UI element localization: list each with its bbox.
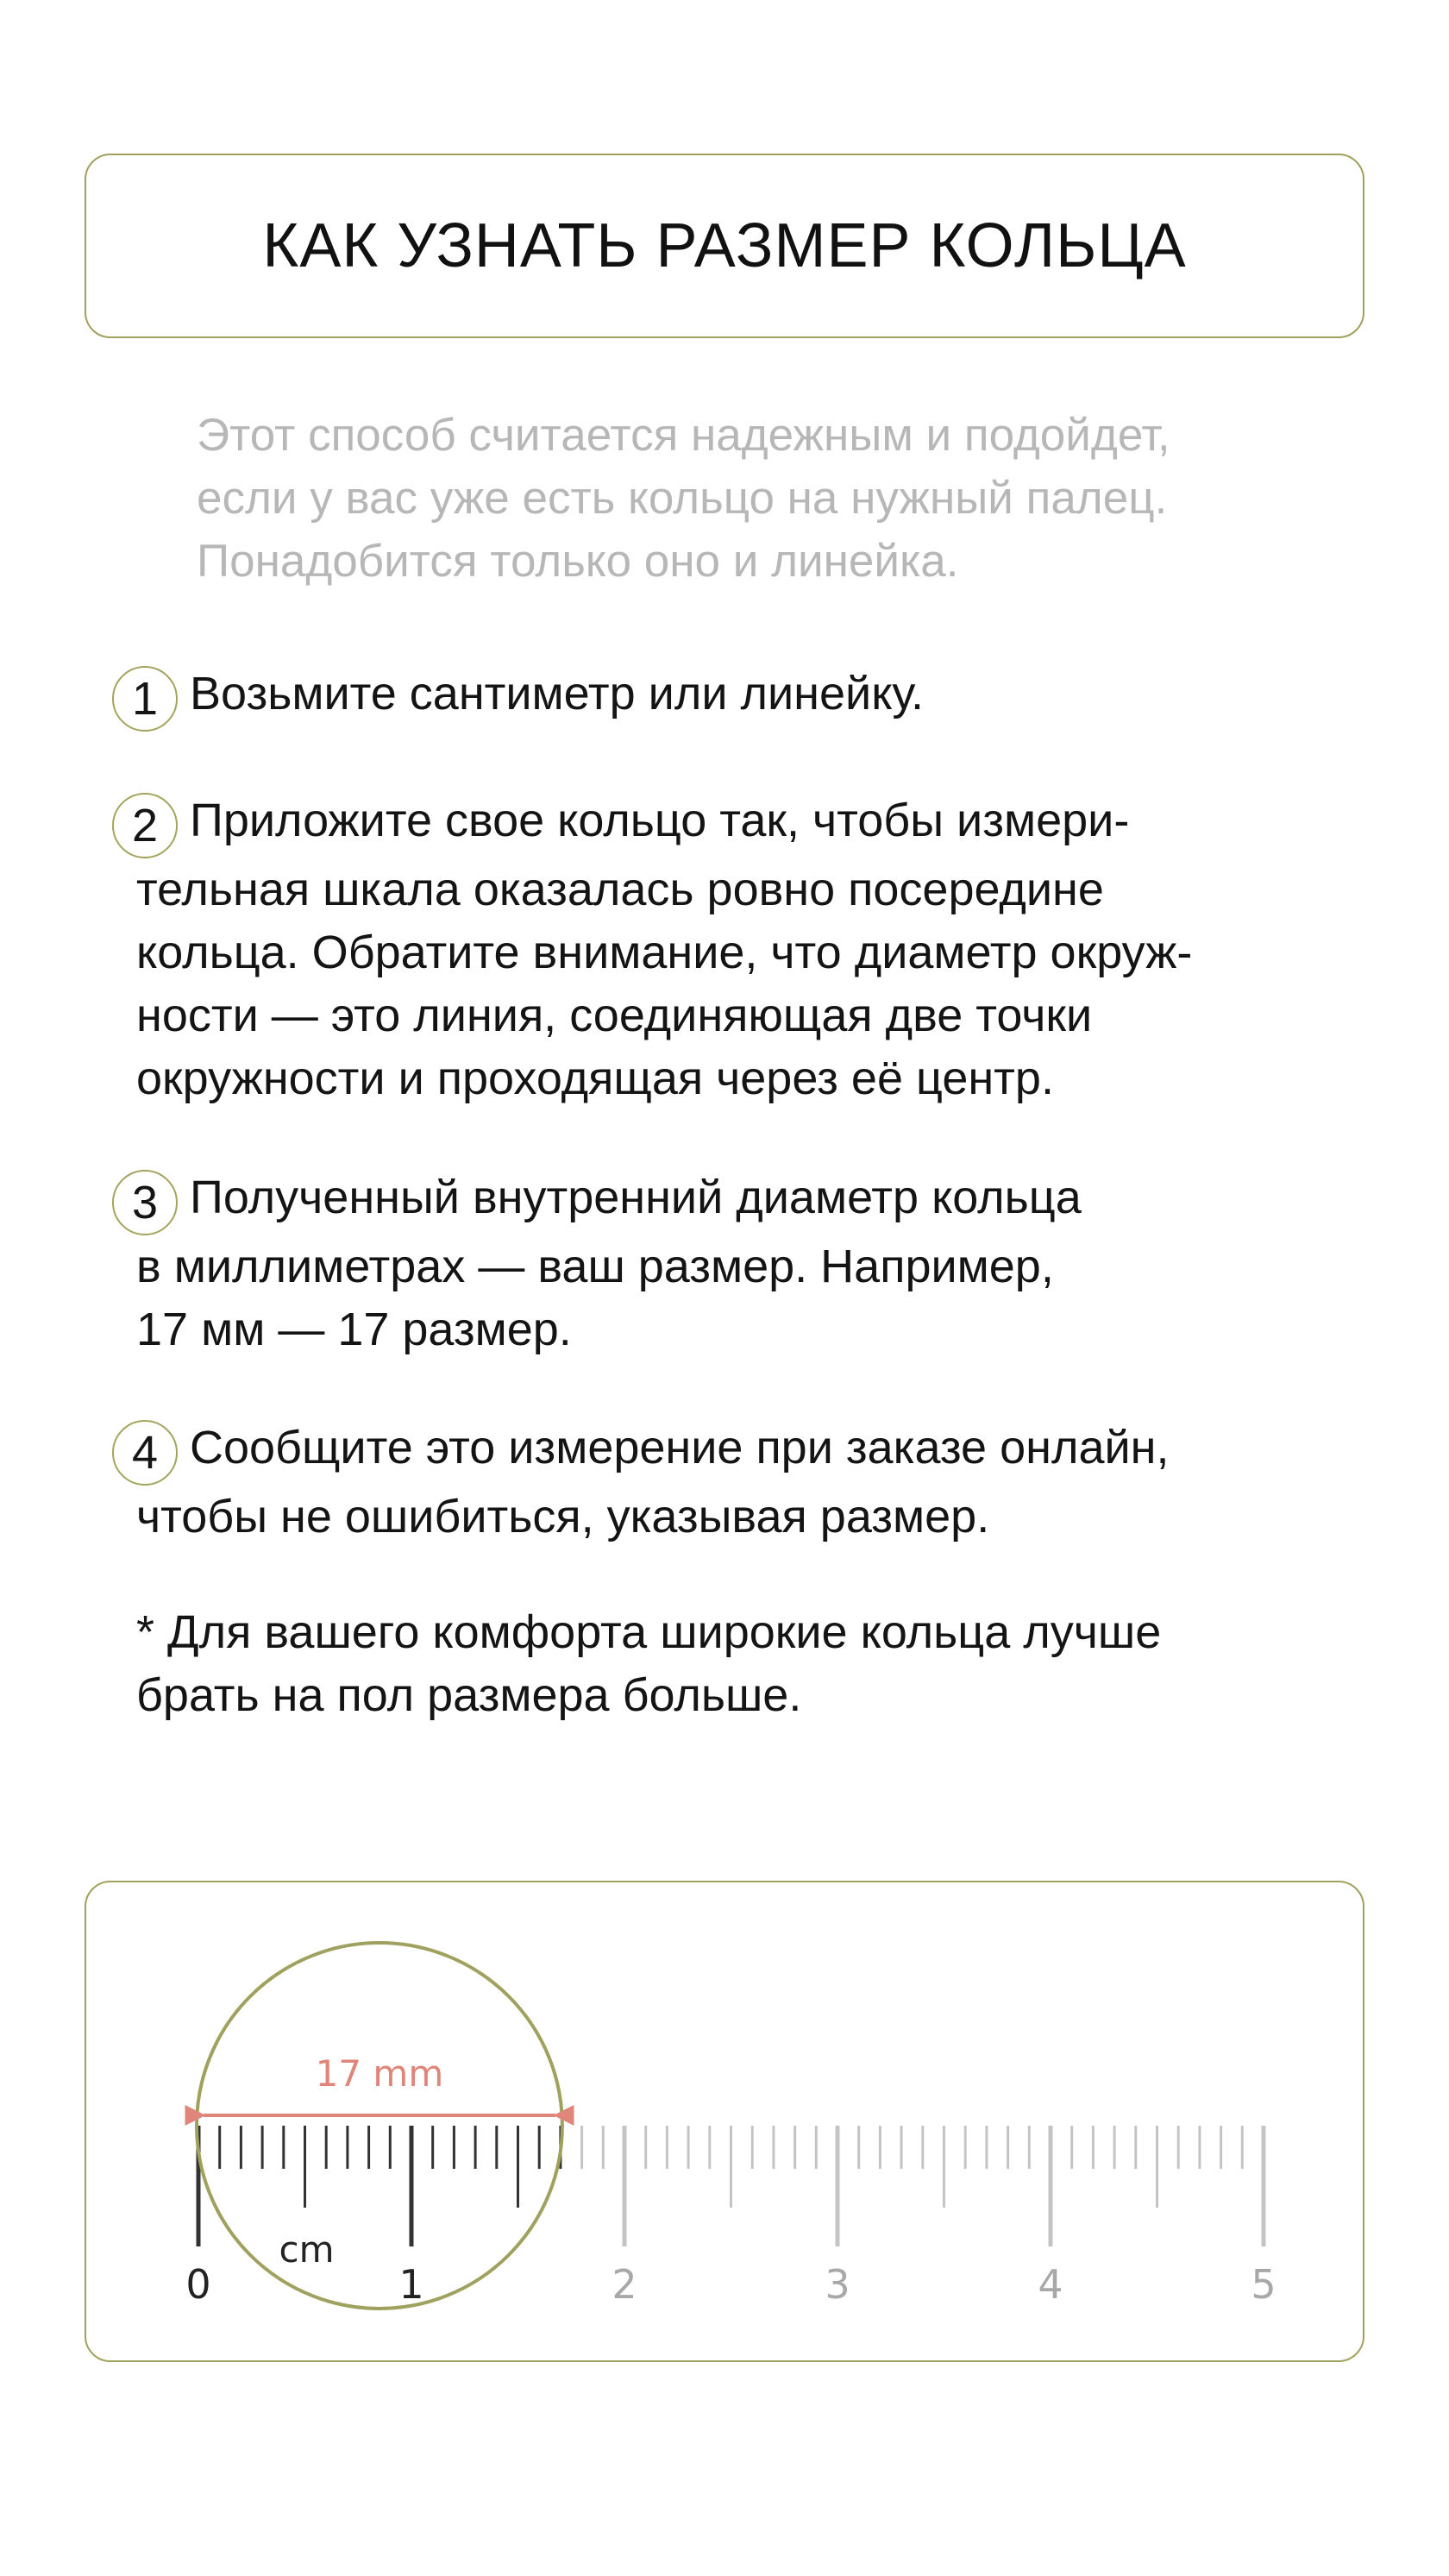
diameter-label: 17 mm (315, 2052, 444, 2095)
step-2 (131, 789, 1344, 1110)
step-4 (131, 1417, 1344, 1549)
note-line: брать на пол размера больше. (136, 1669, 802, 1721)
step-text: окружности и проходящая через её центр. (136, 1052, 1054, 1104)
ruler-ticks (198, 2126, 1264, 2246)
step-text: Полученный внутренний диаметр кольца (190, 1172, 1082, 1223)
step-text: Сообщите это измерение при заказе онлайн, (190, 1422, 1170, 1473)
step-number-badge: 2 (112, 793, 178, 858)
title-box (85, 154, 1364, 338)
step-3 (131, 1166, 1344, 1361)
step-number-badge: 1 (112, 666, 178, 732)
ruler-label: 0 (185, 2261, 211, 2308)
note-line: * Для вашего комфорта широкие кольца лучше (136, 1606, 1162, 1658)
step-1 (131, 663, 1344, 732)
ruler-label: 4 (1038, 2261, 1063, 2308)
step-number-badge: 3 (112, 1170, 178, 1235)
ruler-label: 3 (825, 2261, 850, 2308)
step-text: Приложите свое кольцо так, чтобы измери- (190, 795, 1130, 846)
ruler-label: 1 (398, 2261, 424, 2308)
comfort-note (136, 1601, 1344, 1727)
ruler-labels (185, 2261, 1276, 2308)
intro-text (197, 404, 1352, 593)
page-title: КАК УЗНАТЬ РАЗМЕР КОЛЬЦА (262, 211, 1187, 280)
intro-line: если у вас уже есть кольцо на нужный палец. (197, 473, 1168, 524)
intro-line: Этот способ считается надежным и подойдет, (197, 410, 1170, 461)
step-number-badge: 4 (112, 1420, 178, 1486)
step-text: чтобы не ошибиться, указывая размер. (136, 1491, 990, 1542)
ruler-label: 5 (1251, 2261, 1276, 2308)
ruler-graphic (86, 1882, 1364, 2362)
step-text: ности — это линия, соединяющая две точки (136, 990, 1093, 1041)
unit-label: cm (279, 2228, 335, 2271)
step-text: в миллиметрах — ваш размер. Например, (136, 1241, 1054, 1292)
ring-outline (197, 1943, 562, 2309)
ruler-illustration (85, 1881, 1364, 2362)
step-text: 17 мм — 17 размер. (136, 1304, 572, 1355)
ruler-label: 2 (612, 2261, 637, 2308)
step-text: кольца. Обратите внимание, что диаметр окруж- (136, 927, 1193, 978)
intro-line: Понадобится только оно и линейка. (197, 536, 959, 587)
step-text: Возьмите сантиметр или линейку. (190, 668, 925, 719)
step-text: тельная шкала оказалась ровно посередине (136, 864, 1104, 915)
